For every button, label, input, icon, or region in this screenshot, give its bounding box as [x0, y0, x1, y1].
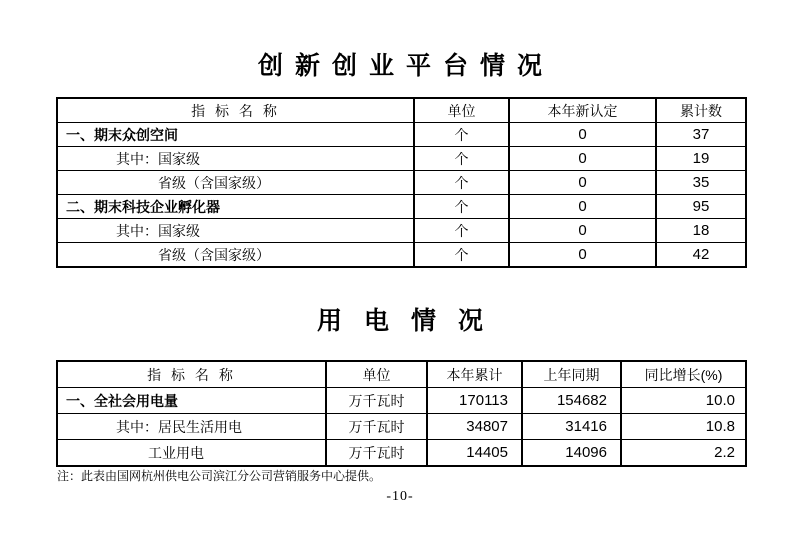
indicator-cell: 省级（含国家级） [57, 171, 414, 195]
value-cell: 0 [509, 171, 656, 195]
platform-table-title: 创新创业平台情况 [257, 52, 554, 80]
value-cell: 0 [509, 195, 656, 219]
unit-cell: 万千瓦时 [326, 440, 427, 467]
electricity-table [56, 360, 747, 467]
value-cell: 42 [656, 243, 746, 268]
table-row [57, 147, 746, 171]
value-cell: 0 [509, 147, 656, 171]
platform-table [56, 97, 747, 268]
header-yoy-growth: 同比增长(%) [621, 361, 746, 388]
table-row [57, 414, 746, 440]
unit-cell: 个 [414, 123, 509, 147]
table-footnote: 注：此表由国网杭州供电公司滨江分公司营销服务中心提供。 [57, 469, 382, 483]
value-cell: 0 [509, 123, 656, 147]
value-cell: 170113 [427, 388, 522, 414]
table-row [57, 123, 746, 147]
indicator-cell: 其中：居民生活用电 [57, 414, 326, 440]
table-row [57, 171, 746, 195]
value-cell: 10.8 [621, 414, 746, 440]
table-row [57, 440, 746, 467]
indicator-cell: 省级（含国家级） [57, 243, 414, 268]
header-unit: 单位 [326, 361, 427, 388]
value-cell: 35 [656, 171, 746, 195]
value-cell: 0 [509, 243, 656, 268]
value-cell: 154682 [522, 388, 621, 414]
value-cell: 0 [509, 219, 656, 243]
value-cell: 31416 [522, 414, 621, 440]
header-current-year-total: 本年累计 [427, 361, 522, 388]
value-cell: 18 [656, 219, 746, 243]
indicator-cell: 二、期末科技企业孵化器 [57, 195, 414, 219]
indicator-cell: 其中：国家级 [57, 219, 414, 243]
value-cell: 95 [656, 195, 746, 219]
table-row [57, 219, 746, 243]
indicator-cell: 一、期末众创空间 [57, 123, 414, 147]
unit-cell: 个 [414, 243, 509, 268]
unit-cell: 个 [414, 195, 509, 219]
indicator-cell: 工业用电 [57, 440, 326, 467]
table-row [57, 195, 746, 219]
page-number: -10- [386, 489, 414, 504]
value-cell: 37 [656, 123, 746, 147]
unit-cell: 个 [414, 219, 509, 243]
header-unit: 单位 [414, 98, 509, 123]
value-cell: 14405 [427, 440, 522, 467]
header-cumulative: 累计数 [656, 98, 746, 123]
indicator-cell: 其中：国家级 [57, 147, 414, 171]
header-same-period-last-year: 上年同期 [522, 361, 621, 388]
header-indicator-name: 指 标 名 称 [57, 98, 414, 123]
value-cell: 14096 [522, 440, 621, 467]
unit-cell: 个 [414, 171, 509, 195]
electricity-header-row [57, 361, 746, 388]
table-row [57, 388, 746, 414]
table-row [57, 243, 746, 268]
value-cell: 2.2 [621, 440, 746, 467]
electricity-table-title: 用电情况 [316, 307, 505, 335]
value-cell: 10.0 [621, 388, 746, 414]
value-cell: 19 [656, 147, 746, 171]
header-indicator-name: 指 标 名 称 [57, 361, 326, 388]
indicator-cell: 一、全社会用电量 [57, 388, 326, 414]
value-cell: 34807 [427, 414, 522, 440]
unit-cell: 万千瓦时 [326, 414, 427, 440]
unit-cell: 个 [414, 147, 509, 171]
platform-header-row [57, 98, 746, 123]
unit-cell: 万千瓦时 [326, 388, 427, 414]
header-new-this-year: 本年新认定 [509, 98, 656, 123]
